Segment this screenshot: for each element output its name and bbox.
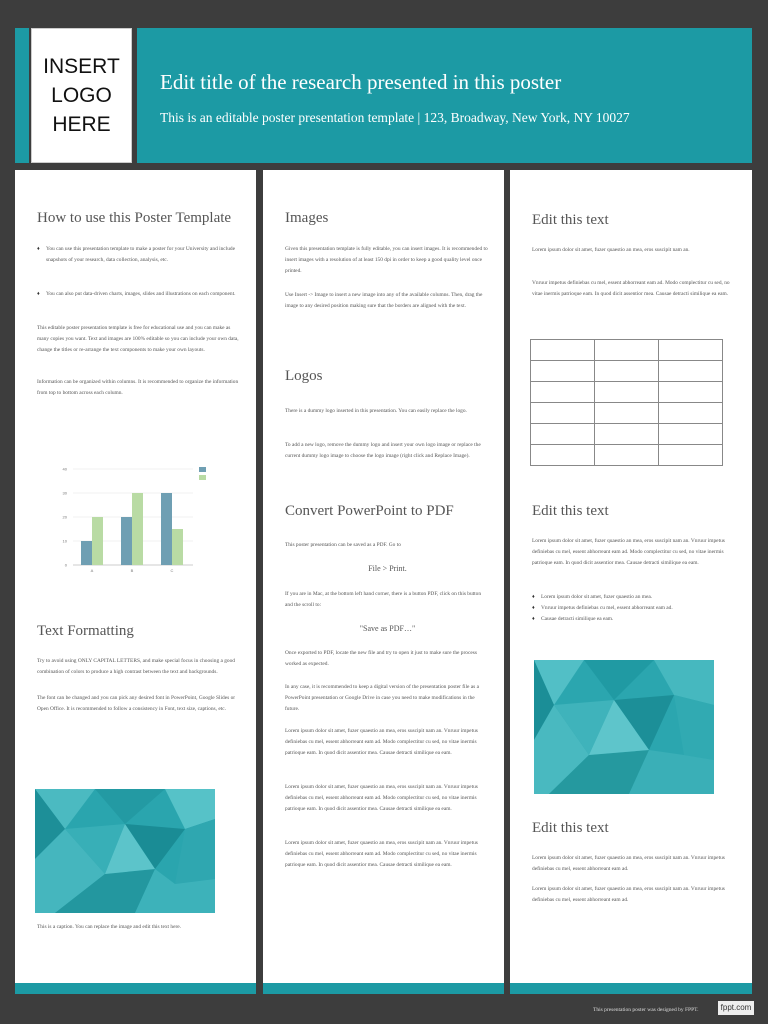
- paragraph[interactable]: Lorem ipsum dolor sit amet, fuzer quaestio an mea, eros suscipit nam an. Vnruur impetus definiebas cu mel, essent abhorreant eam ad.: [532, 886, 725, 903]
- paragraph[interactable]: This editable poster presentation template is free for educational use and you can make as many copies you want. Text and images are 100% editable so you can include your own data, change the titles or re-arrange the text components to make your own layouts.: [37, 325, 239, 353]
- paragraph[interactable]: Information can be organized within columns. It is recommended to organize the information from top to bottom across each column.: [37, 379, 239, 396]
- paragraph[interactable]: Vnruur impetus definiebas cu mel, essent abhorreant eam ad. Modo complectitur cu sed, no vitae inermis patrioque eam. In quod dicit assentior mea. Causae detracti similique ea eam.: [532, 280, 730, 297]
- paragraph[interactable]: Given this presentation template is fully editable, you can insert images. It is recommended to insert images with a resolution of at least 150 dpi in order to keep a good quality level once printed.: [285, 246, 488, 274]
- bullet-item[interactable]: ♦ You can also put data-driven charts, images, slides and illustrations on each component.: [46, 289, 242, 300]
- section-heading-images[interactable]: Images: [285, 210, 329, 226]
- bullet-item[interactable]: ♦ Causae detracti similique ea eam.: [541, 614, 738, 625]
- x-tick-label: A: [90, 568, 94, 573]
- lorem-paragraph[interactable]: Lorem ipsum dolor sit amet, fuzer quaestio an mea, eros suscipit nam an. Vnruur impetus definiebas cu mel, essent abhorreant eam ad. Modo complectitur cu sed, no vitae inermis patrioque eam. In quod dicit assentior mea. Causae detracti similique ea eam.: [285, 728, 478, 756]
- bullet-item[interactable]: ♦ Lorem ipsum dolor sit amet, fuzer quaestio an mea.: [541, 592, 738, 603]
- bullet-item[interactable]: ♦ You can use this presentation template to make a poster for your University and include snapshots of your research, data collection, analysis, etc.: [46, 244, 242, 266]
- footer-brand-logo[interactable]: fppt.com: [718, 1001, 754, 1015]
- image-caption[interactable]: This is a caption. You can replace the image and edit this text here.: [37, 924, 182, 930]
- table-row: [531, 340, 723, 361]
- logo-text: INSERT LOGO HERE: [43, 55, 120, 136]
- section-heading-logos[interactable]: Logos: [285, 368, 323, 384]
- paragraph[interactable]: To add a new logo, remove the dummy logo and insert your own logo image or replace the current dummy logo image to choose the logo image (right click and Replace Image).: [285, 442, 481, 459]
- lorem-paragraph[interactable]: Lorem ipsum dolor sit amet, fuzer quaestio an mea, eros suscipit nam an. Vnruur impetus definiebas cu mel, essent abhorreant eam ad. Modo complectitur cu sed, no vitae inermis patrioque eam. In quod dicit assentior mea. Causae detracti similique ea eam.: [285, 840, 478, 868]
- section-heading-how-to-use[interactable]: How to use this Poster Template: [37, 210, 232, 226]
- section-heading-text-formatting[interactable]: Text Formatting: [37, 623, 134, 639]
- poster-subtitle[interactable]: This is an editable poster presentation template | 123, Broadway, New York, NY 10027: [160, 110, 630, 125]
- table-row: [531, 403, 723, 424]
- footer-credit[interactable]: This presentation poster was designed by FPPT.: [593, 1007, 699, 1013]
- column-1: [15, 170, 256, 983]
- table-row: [531, 361, 723, 382]
- logo-placeholder[interactable]: [31, 28, 132, 163]
- y-tick-label: 0: [64, 562, 67, 568]
- x-tick-label: B: [130, 568, 134, 573]
- legend-swatch: [199, 475, 206, 480]
- poster-title[interactable]: Edit title of the research presented in this poster: [160, 70, 562, 94]
- paragraph[interactable]: In any case, it is recommended to keep a digital version of the presentation poster file as a PowerPoint presentation or Google Drive in case you need to make modifications in the future.: [285, 684, 479, 712]
- table-row: [531, 445, 723, 466]
- chart-bar: [81, 541, 92, 565]
- chart-bar: [121, 517, 132, 565]
- paragraph[interactable]: Lorem ipsum dolor sit amet, fuzer quaestio an mea, eros suscipit nam an. Vnruur impetus definiebas cu mel, essent abhorreant eam ad. Modo complectitur cu sed, no vitae inermis patrioque eam. In quod dicit assentior mea. Causae detracti similique ea eam.: [532, 538, 725, 566]
- section-heading-convert-pdf[interactable]: Convert PowerPoint to PDF: [285, 503, 454, 519]
- legend-swatch: [199, 467, 206, 472]
- paragraph[interactable]: The font can be changed and you can pick any desired font in PowerPoint, Google Slides or Open Office. It is recommended to follow a consistency in Font, text size, captions, etc.: [37, 695, 236, 712]
- header-accent-strip: [15, 28, 29, 163]
- polygon-image[interactable]: [534, 660, 714, 794]
- column-2-footer-band: [263, 983, 504, 994]
- paragraph[interactable]: This poster presentation can be saved as a PDF. Go to: [285, 542, 401, 548]
- section-heading-edit-text-2[interactable]: Edit this text: [532, 503, 609, 519]
- lorem-paragraph[interactable]: Lorem ipsum dolor sit amet, fuzer quaestio an mea, eros suscipit nam an. Vnruur impetus definiebas cu mel, essent abhorreant eam ad. Modo complectitur cu sed, no vitae inermis patrioque eam. In quod dicit assentior mea. Causae detracti similique ea eam.: [285, 784, 478, 812]
- polygon-image[interactable]: [35, 789, 215, 913]
- header-band: [137, 28, 752, 163]
- y-tick-label: 20: [62, 514, 67, 520]
- column-2: [263, 170, 504, 983]
- y-tick-label: 30: [62, 490, 67, 496]
- x-tick-label: C: [170, 568, 174, 573]
- paragraph[interactable]: Try to avoid using ONLY CAPITAL LETTERS, and make special focus in choosing a good combination of colors to produce a high contrast between the text and backgrounds.: [37, 658, 236, 675]
- column-3-footer-band: [510, 983, 752, 994]
- paragraph[interactable]: Lorem ipsum dolor sit amet, fuzer quaestio an mea, eros suscipit nam an. Vnruur impetus definiebas cu mel, essent abhorreant eam ad.: [532, 855, 725, 872]
- chart-bar: [92, 517, 103, 565]
- paragraph[interactable]: Lorem ipsum dolor sit amet, fuzer quaestio an mea, eros suscipit nam an.: [532, 247, 690, 253]
- placeholder-table[interactable]: [530, 339, 723, 466]
- column-1-footer-band: [15, 983, 256, 994]
- section-heading-edit-text-3[interactable]: Edit this text: [532, 820, 609, 836]
- paragraph[interactable]: Use Insert -> Image to insert a new image into any of the available columns. Then, drag the image to any desired position making sure that the borders are aligned with the text.: [285, 292, 483, 309]
- paragraph[interactable]: Once exported to PDF, locate the new file and try to open it just to make sure the process worked as expected.: [285, 650, 477, 667]
- chart-bar: [172, 529, 183, 565]
- bullet-item[interactable]: ♦ Vnruur impetus definiebas cu mel, essent abhorreant eam ad.: [541, 603, 738, 614]
- bar-chart[interactable]: [37, 455, 237, 585]
- paragraph[interactable]: There is a dummy logo inserted in this presentation. You can easily replace the logo.: [285, 408, 467, 414]
- y-tick-label: 10: [62, 538, 67, 544]
- table-row: [531, 382, 723, 403]
- chart-bar: [161, 493, 172, 565]
- paragraph[interactable]: If you are in Mac, at the bottom left hand corner, there is a button PDF, click on this button and the scroll to:: [285, 591, 482, 608]
- y-tick-label: 40: [62, 466, 67, 472]
- section-heading-edit-text-1[interactable]: Edit this text: [532, 212, 609, 228]
- instruction-save-as-pdf[interactable]: "Save as PDF…": [359, 624, 416, 633]
- column-3: [510, 170, 752, 983]
- instruction-file-print[interactable]: File > Print.: [368, 564, 407, 573]
- table-row: [531, 424, 723, 445]
- chart-bar: [132, 493, 143, 565]
